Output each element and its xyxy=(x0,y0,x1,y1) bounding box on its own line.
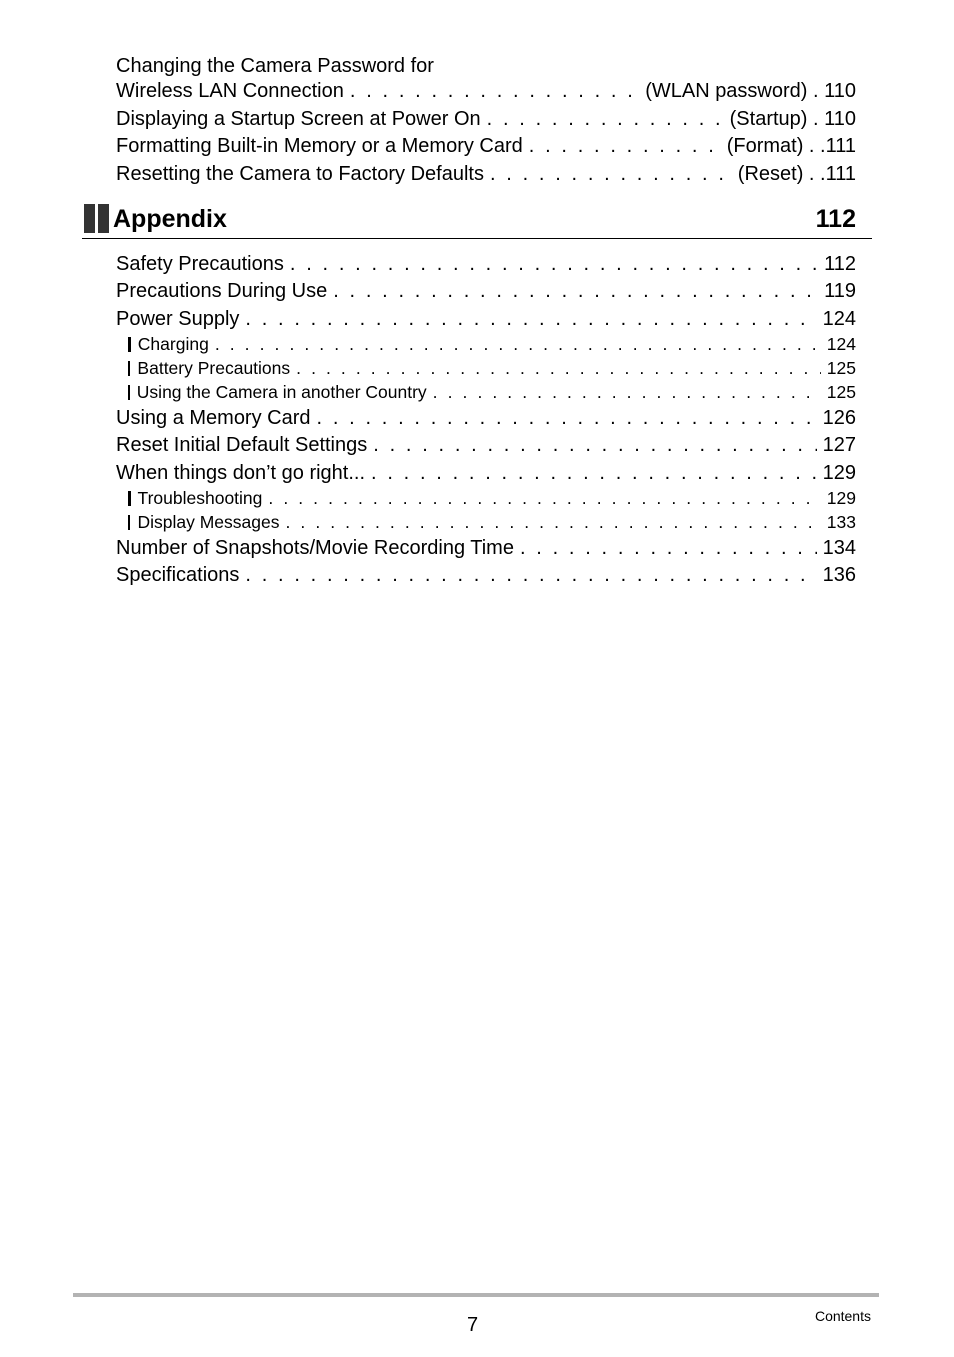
toc-entry-title: Precautions During Use xyxy=(116,280,328,302)
dot-leader xyxy=(215,333,821,355)
toc-entry-title: Number of Snapshots/Movie Recording Time xyxy=(116,537,514,559)
toc-entry[interactable] xyxy=(116,307,856,331)
toc-subentry[interactable] xyxy=(128,333,856,355)
dot-leader xyxy=(296,357,821,379)
toc-entry[interactable] xyxy=(116,279,856,303)
toc-entry[interactable] xyxy=(116,433,856,457)
dot-leader xyxy=(490,162,732,186)
toc-entry-title: Display Messages xyxy=(137,512,280,532)
toc-entry[interactable] xyxy=(116,252,856,276)
bullet-icon xyxy=(128,515,130,530)
toc-entry-page: 126 xyxy=(822,407,856,429)
toc-entry-title: Wireless LAN Connection xyxy=(116,80,344,102)
bullet-icon xyxy=(128,385,130,400)
page-number: 7 xyxy=(467,1314,479,1336)
toc-entry-title: When things don’t go right... xyxy=(116,462,366,484)
toc-entry-page: 129 xyxy=(822,462,856,484)
dot-leader xyxy=(433,381,821,403)
section-page: 112 xyxy=(815,205,856,233)
toc-entry-title: Formatting Built-in Memory or a Memory Card xyxy=(116,135,523,157)
toc-entry-reset[interactable] xyxy=(116,162,856,186)
toc-entry-page: 136 xyxy=(822,564,856,586)
dot-leader xyxy=(285,511,820,533)
toc-entry-title: Charging xyxy=(137,334,209,354)
toc-entry-page: (Reset) . .111 xyxy=(737,163,856,185)
toc-entry-title: Reset Initial Default Settings xyxy=(116,434,368,456)
toc-entry[interactable] xyxy=(116,461,856,485)
dot-leader xyxy=(268,487,820,509)
toc-entry-page: 129 xyxy=(826,488,856,508)
bullet-icon xyxy=(128,491,131,506)
toc-subentry[interactable] xyxy=(128,487,856,509)
toc-entry-page: 125 xyxy=(826,382,856,402)
section-marker-icon xyxy=(84,204,112,233)
toc-subentry[interactable] xyxy=(128,511,856,533)
bullet-icon xyxy=(128,361,130,376)
toc-entry-title: Power Supply xyxy=(116,308,240,330)
toc-entry-title: Troubleshooting xyxy=(137,488,263,508)
footer-contents-link[interactable]: Contents xyxy=(814,1308,871,1324)
toc-entry-title: Safety Precautions xyxy=(116,253,284,275)
toc-entry-wlan-password[interactable] xyxy=(116,79,856,103)
toc-entry[interactable] xyxy=(116,406,856,430)
toc-subentry[interactable] xyxy=(128,357,856,379)
dot-leader xyxy=(520,536,817,560)
toc-entry-page: 134 xyxy=(822,537,856,559)
toc-entry-title: Using a Memory Card xyxy=(116,407,311,429)
dot-leader xyxy=(529,134,721,158)
dot-leader xyxy=(487,107,724,131)
toc-entry-page: 127 xyxy=(822,434,856,456)
dot-leader xyxy=(245,563,816,587)
section-heading-appendix[interactable] xyxy=(82,201,872,239)
toc-subentry[interactable] xyxy=(128,381,856,403)
footer-divider xyxy=(73,1293,879,1297)
toc-entry-page: 124 xyxy=(822,308,856,330)
dot-leader xyxy=(245,307,816,331)
bullet-icon xyxy=(128,337,131,352)
toc-entry-page: (WLAN password) . 110 xyxy=(645,80,856,102)
toc-entry-page: (Format) . .111 xyxy=(726,135,856,157)
toc-entry-page: 112 xyxy=(824,253,856,275)
toc-entry-startup[interactable] xyxy=(116,107,856,131)
toc-entry[interactable] xyxy=(116,536,856,560)
dot-leader xyxy=(333,279,818,303)
toc-entry-format[interactable] xyxy=(116,134,856,158)
toc-entry-page: 125 xyxy=(826,358,856,378)
dot-leader xyxy=(371,461,817,485)
toc-entry-title: Resetting the Camera to Factory Defaults xyxy=(116,163,484,185)
dot-leader xyxy=(350,79,639,103)
toc-entry-title: Displaying a Startup Screen at Power On xyxy=(116,108,481,130)
dot-leader xyxy=(373,433,816,457)
toc-entry-page: 119 xyxy=(824,280,856,302)
dot-leader xyxy=(317,406,817,430)
section-title: Appendix xyxy=(113,205,227,233)
toc-entry-title: Battery Precautions xyxy=(137,358,291,378)
toc-entry-page: 124 xyxy=(826,334,856,354)
toc-entry-page: 133 xyxy=(826,512,856,532)
toc-entry-title: Using the Camera in another Country xyxy=(136,382,427,402)
toc-entry-title: Specifications xyxy=(116,564,240,586)
toc-entry-page: (Startup) . 110 xyxy=(729,108,856,130)
toc-entry-wlan-password-line1[interactable]: Changing the Camera Password for xyxy=(116,55,434,77)
toc-entry[interactable] xyxy=(116,563,856,587)
dot-leader xyxy=(290,252,818,276)
